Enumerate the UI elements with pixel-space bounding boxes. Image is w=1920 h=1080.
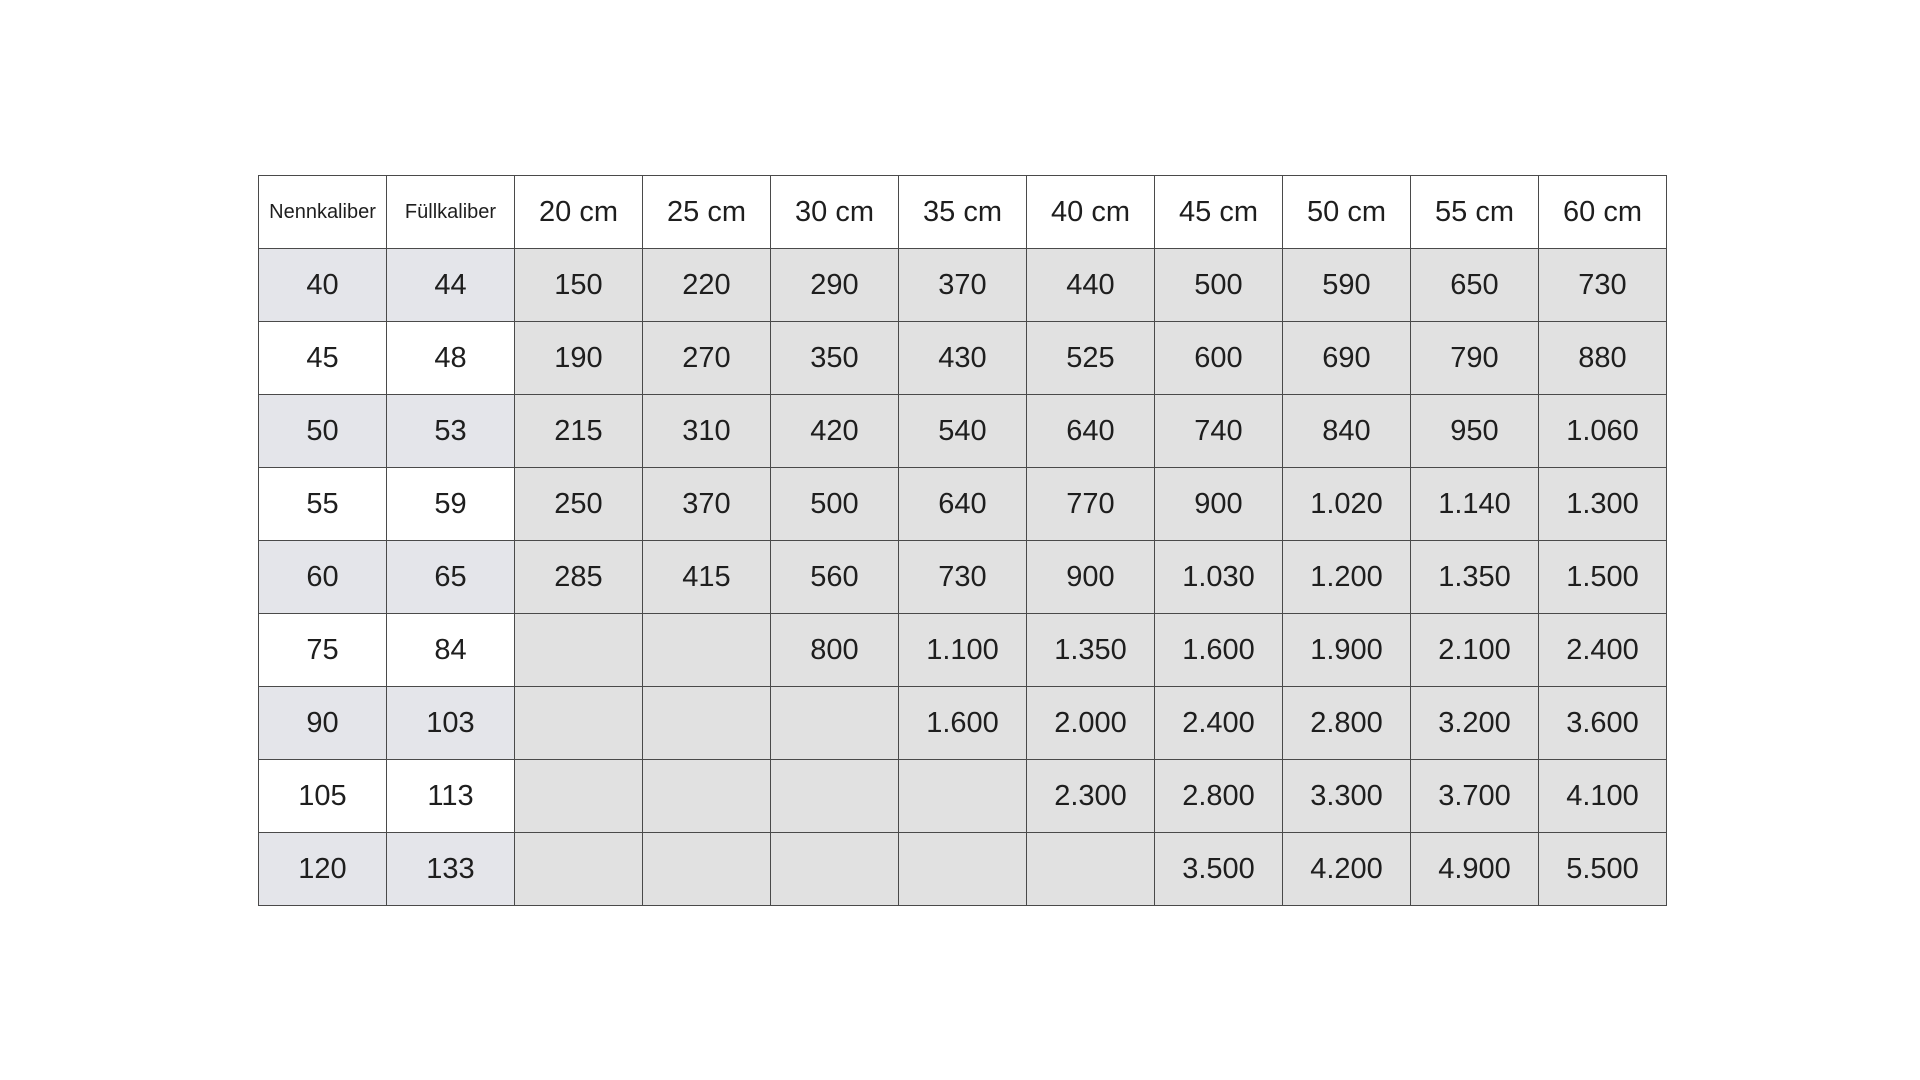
table-row [259, 687, 1667, 760]
cell-value: 730 [1539, 249, 1667, 322]
cell-value: 1.900 [1283, 614, 1411, 687]
table-row [259, 760, 1667, 833]
cell-value [643, 687, 771, 760]
cell-nennkaliber: 60 [259, 541, 387, 614]
cell-value: 4.900 [1411, 833, 1539, 906]
header-25cm: 25 cm [643, 176, 771, 249]
cell-value: 285 [515, 541, 643, 614]
table-row [259, 541, 1667, 614]
cell-value [771, 760, 899, 833]
cell-value: 1.140 [1411, 468, 1539, 541]
cell-value: 3.300 [1283, 760, 1411, 833]
header-55cm: 55 cm [1411, 176, 1539, 249]
cell-fuellkaliber: 84 [387, 614, 515, 687]
cell-value: 370 [643, 468, 771, 541]
cell-fuellkaliber: 133 [387, 833, 515, 906]
header-row [259, 176, 1667, 249]
cell-value [899, 833, 1027, 906]
cell-value: 730 [899, 541, 1027, 614]
cell-value: 640 [1027, 395, 1155, 468]
cell-value: 220 [643, 249, 771, 322]
cell-value: 430 [899, 322, 1027, 395]
cell-value: 4.100 [1539, 760, 1667, 833]
cell-nennkaliber: 120 [259, 833, 387, 906]
cell-fuellkaliber: 53 [387, 395, 515, 468]
cell-value: 440 [1027, 249, 1155, 322]
cell-value: 350 [771, 322, 899, 395]
table-row [259, 468, 1667, 541]
cell-value: 950 [1411, 395, 1539, 468]
header-fuellkaliber: Füllkaliber [387, 176, 515, 249]
cell-value: 1.600 [1155, 614, 1283, 687]
header-nennkaliber: Nennkaliber [259, 176, 387, 249]
cell-nennkaliber: 105 [259, 760, 387, 833]
cell-value: 1.350 [1027, 614, 1155, 687]
cell-value: 2.400 [1155, 687, 1283, 760]
cell-fuellkaliber: 59 [387, 468, 515, 541]
cell-value: 1.030 [1155, 541, 1283, 614]
cell-value: 4.200 [1283, 833, 1411, 906]
cell-value: 790 [1411, 322, 1539, 395]
cell-value: 2.300 [1027, 760, 1155, 833]
cell-value: 900 [1155, 468, 1283, 541]
header-30cm: 30 cm [771, 176, 899, 249]
cell-nennkaliber: 40 [259, 249, 387, 322]
table-row [259, 833, 1667, 906]
cell-value [515, 760, 643, 833]
cell-value: 1.300 [1539, 468, 1667, 541]
cell-value: 3.700 [1411, 760, 1539, 833]
table-row [259, 249, 1667, 322]
cell-value: 880 [1539, 322, 1667, 395]
cell-value: 1.500 [1539, 541, 1667, 614]
cell-value [771, 833, 899, 906]
cell-value: 500 [771, 468, 899, 541]
cell-value: 1.350 [1411, 541, 1539, 614]
cell-fuellkaliber: 48 [387, 322, 515, 395]
cell-nennkaliber: 75 [259, 614, 387, 687]
cell-value: 190 [515, 322, 643, 395]
table-body [259, 249, 1667, 906]
cell-value: 500 [1155, 249, 1283, 322]
cell-fuellkaliber: 65 [387, 541, 515, 614]
cell-value [899, 760, 1027, 833]
cell-value: 1.200 [1283, 541, 1411, 614]
cell-value: 1.020 [1283, 468, 1411, 541]
cell-value: 1.100 [899, 614, 1027, 687]
cell-value: 2.800 [1283, 687, 1411, 760]
cell-value [515, 614, 643, 687]
cell-value: 740 [1155, 395, 1283, 468]
cell-value: 310 [643, 395, 771, 468]
header-35cm: 35 cm [899, 176, 1027, 249]
table-row [259, 322, 1667, 395]
cell-value: 1.060 [1539, 395, 1667, 468]
cell-value: 270 [643, 322, 771, 395]
cell-value: 290 [771, 249, 899, 322]
cell-value: 800 [771, 614, 899, 687]
cell-value: 650 [1411, 249, 1539, 322]
cell-value: 690 [1283, 322, 1411, 395]
cell-value: 600 [1155, 322, 1283, 395]
cell-value: 590 [1283, 249, 1411, 322]
cell-value: 900 [1027, 541, 1155, 614]
cell-nennkaliber: 55 [259, 468, 387, 541]
cell-value: 770 [1027, 468, 1155, 541]
cell-value: 560 [771, 541, 899, 614]
header-20cm: 20 cm [515, 176, 643, 249]
cell-value [643, 614, 771, 687]
table-row [259, 614, 1667, 687]
cell-fuellkaliber: 44 [387, 249, 515, 322]
cell-value [1027, 833, 1155, 906]
cell-fuellkaliber: 103 [387, 687, 515, 760]
caliber-length-table [258, 175, 1667, 906]
header-40cm: 40 cm [1027, 176, 1155, 249]
cell-nennkaliber: 45 [259, 322, 387, 395]
cell-value: 420 [771, 395, 899, 468]
table-header [259, 176, 1667, 249]
cell-value: 5.500 [1539, 833, 1667, 906]
cell-value: 3.500 [1155, 833, 1283, 906]
cell-value: 540 [899, 395, 1027, 468]
cell-value: 150 [515, 249, 643, 322]
cell-nennkaliber: 50 [259, 395, 387, 468]
cell-fuellkaliber: 113 [387, 760, 515, 833]
cell-value [771, 687, 899, 760]
cell-nennkaliber: 90 [259, 687, 387, 760]
cell-value: 415 [643, 541, 771, 614]
cell-value: 3.600 [1539, 687, 1667, 760]
cell-value: 250 [515, 468, 643, 541]
cell-value [515, 833, 643, 906]
header-60cm: 60 cm [1539, 176, 1667, 249]
cell-value: 2.100 [1411, 614, 1539, 687]
header-50cm: 50 cm [1283, 176, 1411, 249]
cell-value: 2.800 [1155, 760, 1283, 833]
cell-value: 525 [1027, 322, 1155, 395]
cell-value [515, 687, 643, 760]
cell-value: 3.200 [1411, 687, 1539, 760]
header-45cm: 45 cm [1155, 176, 1283, 249]
table-row [259, 395, 1667, 468]
cell-value: 2.400 [1539, 614, 1667, 687]
cell-value [643, 833, 771, 906]
cell-value [643, 760, 771, 833]
cell-value: 2.000 [1027, 687, 1155, 760]
cell-value: 1.600 [899, 687, 1027, 760]
cell-value: 840 [1283, 395, 1411, 468]
cell-value: 370 [899, 249, 1027, 322]
cell-value: 215 [515, 395, 643, 468]
cell-value: 640 [899, 468, 1027, 541]
